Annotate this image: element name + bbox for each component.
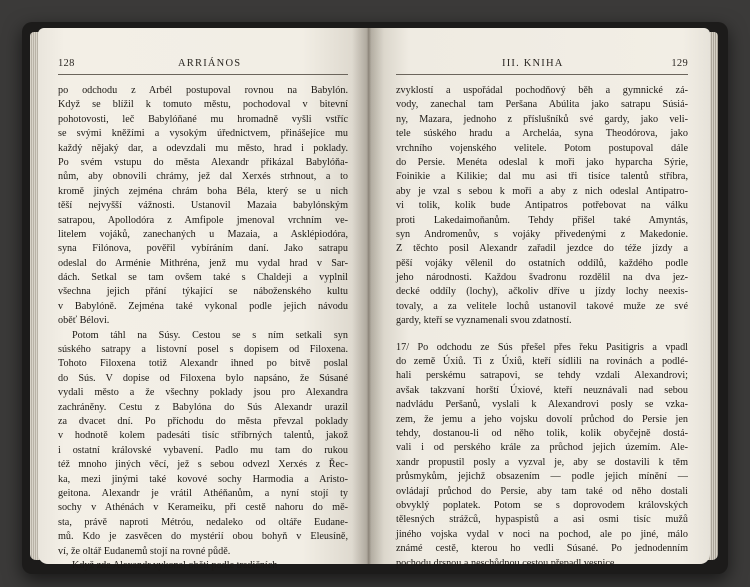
text-line: decké oddíly (lochy), ačkoliv dříve u jízdy lochy neexis- [396, 286, 688, 298]
text-line: tele súského hradu a Archeláa, syna Theodórova, jako [396, 128, 688, 140]
text-line: tovaly, a za velitele lochů ustanovil takové muže ze své [396, 300, 688, 312]
text-line: odeslal do Arménie Mithréna, jenž mu vydal hrad v Sar- [58, 257, 348, 269]
text-line: těší nejvyšší vážnosti. Ustanovil Mazaia babylónským [58, 200, 348, 212]
text-line: se svými kněžími a vysokým úřednictvem, přinášejíce mu [58, 128, 348, 140]
text-line: každý nějaký dar, a odevzdali mu město, hrad i poklady. [58, 142, 348, 154]
text-line: syna Filónova, pověřil vybíráním daní. Jako satrapu [58, 243, 348, 255]
text-line: proti Lakedaimoňanům. Tehdy přišel také Amyntás, [396, 214, 688, 226]
text-line: Po svém vstupu do města Alexandr přikázal Babylóňa- [58, 156, 348, 168]
text-line: oběť Bélovi. [58, 315, 110, 327]
text-line: dách. Setkal se tam ovšem také s Chaldeji a vyplnil [58, 272, 348, 284]
text-line: tělesných strážců, hypaspistů a asi osmi tisíc mužů [396, 514, 688, 526]
text-line: za dvacet dní. Po příchodu do města převzal poklady [58, 415, 348, 427]
text-line: v hodnotě kolem padesáti tisíc stříbrných talentů, jakož [58, 430, 348, 442]
text-line: jeho národnosti. Každou švadronu rozdělil na dva jez- [396, 272, 688, 284]
text-line: Potom táhl na Súsy. Cestou se s ním setkali syn [72, 329, 348, 341]
text-line: tehdy, dostanou-li od něho tolik, kolik obyčejně dostá- [396, 427, 688, 439]
text-line: pěší vojáky vělenil do ostatních oddílů, každého podle [396, 257, 688, 269]
text-line: vody, zanechal tam Peršana Abúlita jako satrapu Súsiá- [396, 99, 688, 111]
text-line: súského satrapy a listovní posel s dopisem od Filoxena. [58, 344, 348, 356]
text-line: v Babylóně. Zejména také vykonal podle jejich návodu [58, 300, 348, 312]
text-line: Z těchto posil Alexandr zařadil jezdce do téže jízdy a [396, 243, 688, 255]
text-line: též mnoho jiných věcí, jež s sebou odvezl Xerxés z Řec- [58, 459, 348, 471]
text-line: Tohoto Filoxena totiž Alexandr ihned po bitvě poslal [58, 358, 348, 370]
text-line: zem, že jemu a jeho vojsku dovolí průchod do Persie jen [396, 413, 688, 425]
text-line: jiného vojska vydal v noci na pochod, ale po jiné, málo [396, 528, 688, 540]
text-line: kromě jiných zejména chrám boha Béla, který se u nich [58, 185, 348, 197]
text-line: do země Úxiů. Ti z Úxiů, kteří sídlili na rovinách a podlé- [396, 356, 688, 368]
right-page-header [396, 58, 688, 75]
text-line: známé cestě, kterou ho vedli Súsané. Po jednodenním [396, 543, 688, 555]
text-line: i ostatní královské vybavení. Padlo mu tam do rukou [58, 444, 348, 456]
text-line: nům, aby obnovili chrámy, jež dal Xerxés strhnout, a to [58, 171, 348, 183]
text-line: ví, že oltář Eudanemů stojí na rovné půdě. [58, 545, 231, 557]
left-page-header [58, 58, 348, 75]
text-line: 17/ Po odchodu ze Sús přešel přes řeku Pasitigris a vpadl [396, 341, 688, 353]
text-line: vali i od perského krále za průchod jejich územím. Ale- [396, 442, 688, 454]
right-page-body [396, 84, 688, 571]
text-line: průsmykům, jejichž obsazením — podle jejich mínění — [396, 471, 688, 483]
text-line: gardy, kteří se vyznamenali svou zdatností. [396, 315, 572, 327]
text-line: xandr propustil posly a vyzval je, aby se dostavili k těm [396, 456, 688, 468]
text-line: pochodu drsnou a neschůdnou cestou přepadl vesnice [396, 557, 615, 569]
text-line: ny, Mazara, jednoho z příslušníků své gardy, jako veli- [396, 113, 688, 125]
text-line: vi tolik, kolik bude Antipatros potřebovat na válku [396, 200, 688, 212]
text-line: aby je vzal s sebou k moři a aby z nich odeslal Antipatro- [396, 185, 688, 197]
right-page-number: 129 [671, 58, 688, 69]
text-line: obvyklý poplatek. Potom se s doprovodem královských [396, 499, 688, 511]
text-line: nadvládu Peršanů, vyslali k Alexandrovi posly se vzka- [396, 399, 688, 411]
text-line: zvyklostí a uspořádal pochodňový běh a gymnické zá- [396, 85, 688, 96]
left-page-number: 128 [58, 58, 75, 69]
text-line: geitona. Alexandr je vrátil Athéňanům, a nyní stojí ty [58, 487, 348, 499]
text-line: mů. Kdo je zasvěcen do mystérií obou bohyň v Eleusíně, [58, 531, 348, 543]
text-line: Foinikie a Kilikie; dal mu asi tři tisíce talentů stříbra, [396, 171, 688, 183]
paragraph-gap [396, 329, 688, 341]
text-line: všechna jejich přání týkající se náboženského kultu [58, 286, 348, 298]
text-line: do Persie. Menéta odeslal k moři jako hyparcha Sýrie, [396, 156, 688, 168]
text-line: avšak takzvaní horští Úxiové, kteří neuznávali nad sebou [396, 384, 688, 396]
text-line: syn Andromenův, s vojáky přivedenými z Makedonie. [396, 228, 688, 240]
text-line: vrchního vojenského velitele. Potom postupoval dále [396, 142, 688, 154]
text-line: sta, právě naproti Métróu, nedaleko od oltáře Eudane- [58, 516, 348, 528]
text-line: ovládají průchod do Persie, aby tam také od něho dostali [396, 485, 688, 497]
right-running-title: III. KNIHA [502, 58, 564, 69]
left-running-title: ARRIÁNOS [178, 58, 242, 69]
text-line: Když zde Alexandr vykonal oběti podle tradičních [72, 559, 278, 571]
text-line: sochy v Athénách v Kerameiku, při cestě nahoru do mě- [58, 502, 348, 514]
text-line: vydali město a že všechny poklady jsou pro Alexandra [58, 387, 348, 399]
left-page-body [58, 84, 348, 573]
text-line: hali perskému satrapovi, se tehdy vzdali Alexandrovi; [396, 370, 688, 382]
right-page [368, 28, 710, 569]
text-line: do Sús. V dopise od Filoxena bylo napsáno, že Súsané [58, 372, 348, 384]
text-line: pohotovosti, leč Babylóňané mu hromadně vyšli vstříc [58, 113, 348, 125]
text-line: Když se blížil k tomuto městu, pochodoval v bitevní [58, 99, 348, 111]
text-line: satrapou, Apollodóra z Amfipole jmenoval vrchním ve- [58, 214, 348, 226]
text-line: litelem vojáků, zanechaných u Mazaia, a Asklépiodóra, [58, 228, 348, 240]
left-page [38, 28, 368, 571]
text-line: po odchodu z Arbél postupoval rovnou na Babylón. [58, 85, 348, 96]
text-line: ka, mezi jinými také kovové sochy Harmodia a Aristo- [58, 473, 348, 485]
text-line: zachráněny. Cestu z Babylóna do Sús Alexandr urazil [58, 401, 348, 413]
